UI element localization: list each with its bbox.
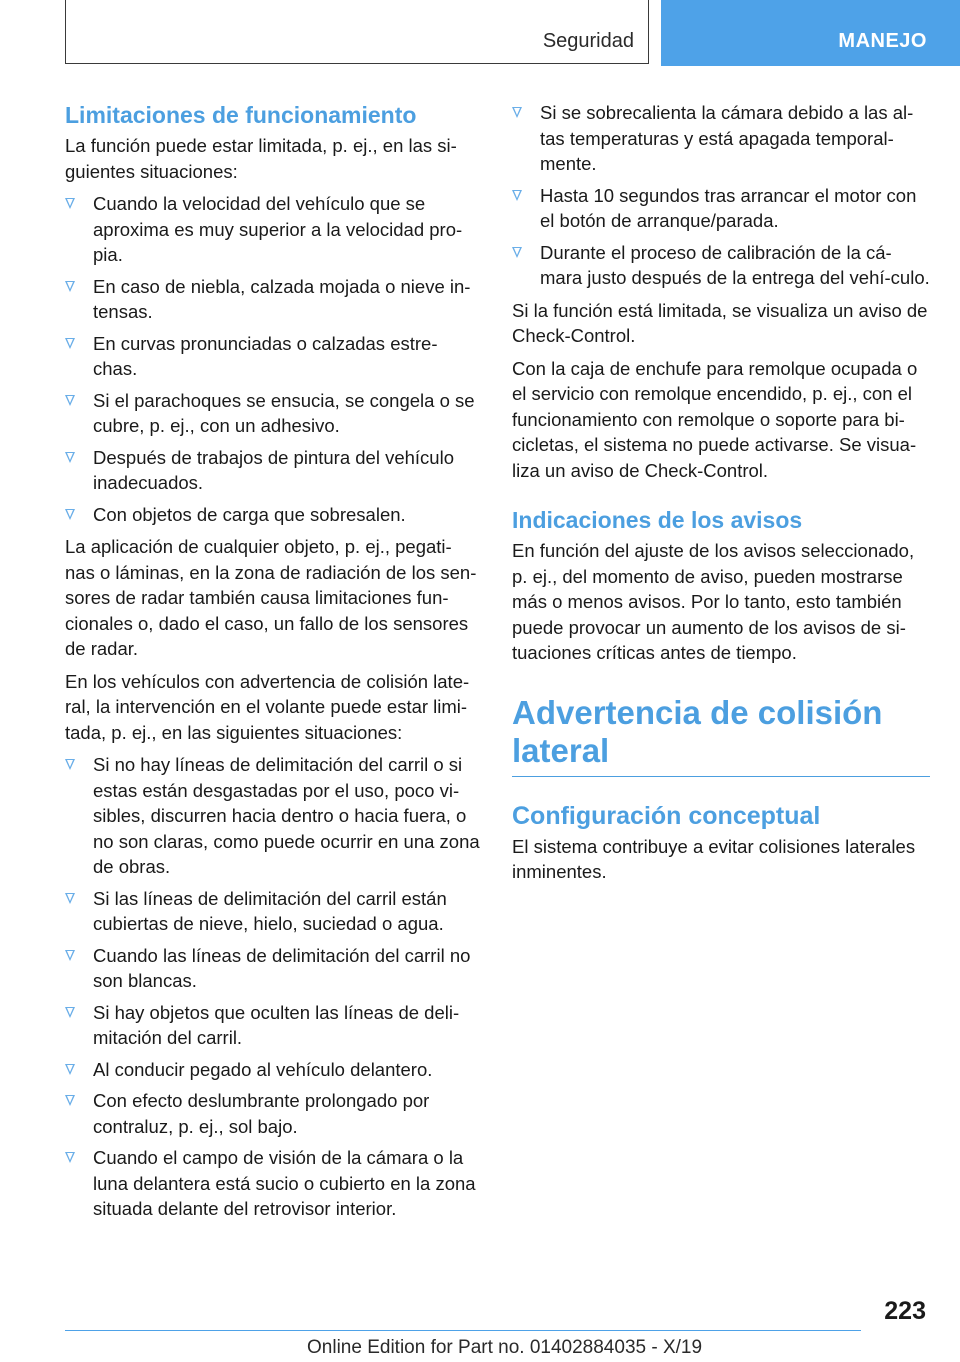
list-item: Con objetos de carga que sobresalen.: [65, 502, 480, 528]
triangle-bullet-icon: [65, 1007, 75, 1018]
camera-limitations-list: [512, 100, 930, 291]
footer-edition: Online Edition for Part no. 01402884035 - X/19: [307, 1337, 703, 1358]
triangle-bullet-icon: [65, 759, 75, 770]
list-item: Si hay objetos que oculten las líneas de deli-mitación del carril.: [65, 1000, 480, 1051]
chapter-label: MANEJO: [838, 30, 927, 52]
limitations-list: [65, 191, 480, 527]
list-item: Cuando el campo de visión de la cámara o la luna delantera está sucio o cubierto en la zona situada delante del retrovisor interior.: [65, 1145, 480, 1222]
list-item: Con efecto deslumbrante prolongado por contraluz, p. ej., sol bajo.: [65, 1088, 480, 1139]
chapter-tab: [661, 0, 960, 66]
list-item: Si no hay líneas de delimitación del carril o si estas están desgastadas por el uso, poco vi-sibles, discurren hacia dentro o hacia fuera, o no son claras, como puede ocurrir en una zona de obras.: [65, 752, 480, 880]
triangle-bullet-icon: [65, 1064, 75, 1075]
list-item: Al conducir pegado al vehículo delantero.: [65, 1057, 480, 1083]
section-label: Seguridad: [542, 30, 634, 52]
triangle-bullet-icon: [512, 247, 522, 258]
heading-indicaciones: Indicaciones de los avisos: [512, 507, 803, 533]
section-tab: [65, 0, 649, 64]
triangle-bullet-icon: [65, 950, 75, 961]
intro-paragraph: La función puede estar limitada, p. ej., en las si-guientes situaciones:: [65, 135, 457, 182]
list-item: Si el parachoques se ensucia, se congela o se cubre, p. ej., con un adhesivo.: [65, 388, 480, 439]
list-item: Después de trabajos de pintura del vehículo inadecuados.: [65, 445, 480, 496]
paragraph-trailer: Con la caja de enchufe para remolque ocupada o el servicio con remolque encendido, p. ej., con el funcionamiento con remolque o soporte para bi-cicletas, el sistema no puede activarse. Se visua-liza un aviso de Check-Control.: [512, 357, 918, 481]
list-item: En curvas pronunciadas o calzadas estre-chas.: [65, 331, 480, 382]
list-item: Si se sobrecalienta la cámara debido a las al-tas temperaturas y está apagada temporal-mente.: [512, 100, 930, 177]
section-title: Advertencia de colisión lateral: [512, 694, 930, 777]
triangle-bullet-icon: [512, 190, 522, 201]
list-item: Si las líneas de delimitación del carril están cubiertas de nieve, hielo, suciedad o agua.: [65, 886, 480, 937]
page-number: 223: [884, 1297, 926, 1325]
triangle-bullet-icon: [65, 338, 75, 349]
paragraph-radar: La aplicación de cualquier objeto, p. ej., pegati-nas o láminas, en la zona de radiación de los sen-sores de radar también causa limitaciones fun-cionales o, dado el caso, un fallo de los sensores de radar.: [65, 536, 477, 659]
paragraph-warnings: En función del ajuste de los avisos seleccionado, p. ej., del momento de aviso, pueden mostrarse más o menos avisos. Por lo tanto, esto también puede provocar un aumento de los avisos de si-tuaciones críticas antes de tiempo.: [512, 540, 915, 663]
triangle-bullet-icon: [65, 198, 75, 209]
left-column: [65, 100, 480, 1229]
triangle-bullet-icon: [65, 893, 75, 904]
list-item: Cuando la velocidad del vehículo que se aproxima es muy superior a la velocidad pro-pia.: [65, 191, 480, 268]
triangle-bullet-icon: [65, 395, 75, 406]
paragraph-steering: En los vehículos con advertencia de colisión late-ral, la intervención en el volante puede estar limi-tada, p. ej., en las siguientes situaciones:: [65, 670, 470, 743]
triangle-bullet-icon: [65, 1152, 75, 1163]
list-item: Durante el proceso de calibración de la cá-mara justo después de la entrega del vehí-culo.: [512, 240, 930, 291]
triangle-bullet-icon: [65, 281, 75, 292]
triangle-bullet-icon: [512, 107, 522, 118]
heading-configuracion: Configuración conceptual: [512, 801, 821, 830]
list-item: Hasta 10 segundos tras arrancar el motor con el botón de arranque/parada.: [512, 183, 930, 234]
triangle-bullet-icon: [65, 452, 75, 463]
page-header: [0, 0, 960, 66]
triangle-bullet-icon: [65, 509, 75, 520]
right-column: [512, 100, 930, 892]
list-item: Cuando las líneas de delimitación del carril no son blancas.: [65, 943, 480, 994]
triangle-bullet-icon: [65, 1095, 75, 1106]
paragraph-system: El sistema contribuye a evitar colisiones laterales inminentes.: [512, 835, 916, 882]
heading-limitaciones: Limitaciones de funcionamiento: [65, 102, 417, 128]
list-item: En caso de niebla, calzada mojada o nieve in-tensas.: [65, 274, 480, 325]
paragraph-check-control: Si la función está limitada, se visualiza un aviso de Check-Control.: [512, 299, 928, 346]
steering-limitations-list: [65, 752, 480, 1222]
footer-divider: [65, 1330, 861, 1331]
